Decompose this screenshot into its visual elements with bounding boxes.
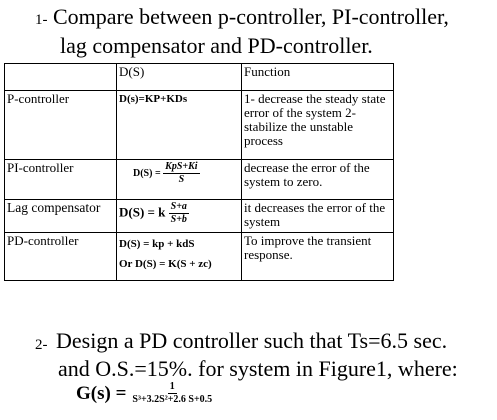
table-row [5, 200, 394, 233]
row-ds-formula [117, 160, 242, 200]
question-1-line-1: Compare between p-controller, PI-controller, [53, 4, 449, 29]
table-row [5, 233, 394, 281]
row-name: PD-controller [5, 233, 117, 281]
ds-line-1: D(S) = kp + kdS [119, 238, 195, 250]
row-ds: D(s)=KP+KDs [117, 91, 242, 160]
ds-denominator: S [178, 174, 185, 185]
table-header-ds: D(S) [117, 64, 242, 91]
row-name: Lag compensator [5, 200, 117, 233]
question-1-number: 1- [35, 12, 48, 28]
question-2-line-1: Design a PD controller such that Ts=6.5 sec. [56, 328, 448, 353]
ds-fraction [169, 201, 189, 226]
gs-label: G(s) = [76, 382, 127, 404]
gs-denominator: S³+3.2S²+2.6 S+0.5 [132, 394, 213, 405]
ds-prefix: D(S) = [133, 167, 161, 179]
ds-denominator: S+b [170, 214, 187, 225]
ds-fraction [163, 161, 199, 186]
table-row [5, 91, 394, 160]
row-ds-formula [117, 200, 242, 233]
table-header-function: Function [242, 64, 394, 91]
table-row [5, 160, 394, 200]
ds-numerator: S+a [170, 201, 187, 212]
comparison-table [4, 63, 394, 281]
transfer-function [76, 381, 214, 406]
ds-line-2: Or D(S) = K(S + zc) [119, 258, 212, 270]
question-2-line-2: and O.S.=15%. for system in Figure1, where: [58, 356, 458, 381]
ds-prefix: D(S) = k [119, 204, 166, 220]
row-name: P-controller [5, 91, 117, 160]
row-function: decrease the error of the system to zero. [242, 160, 394, 200]
table-header-row [5, 64, 394, 91]
row-function: To improve the transient response. [242, 233, 394, 281]
gs-numerator: 1 [169, 381, 175, 392]
row-function: it decreases the error of the system [242, 200, 394, 233]
row-function: 1- decrease the steady state error of the system 2-stabilize the unstable process [242, 91, 394, 160]
table-header-blank [5, 64, 117, 91]
ds-numerator: KpS+Ki [165, 161, 198, 172]
question-2-number: 2- [35, 337, 48, 353]
row-ds-formula [117, 233, 242, 281]
row-name: PI-controller [5, 160, 117, 200]
gs-fraction [130, 381, 214, 406]
question-1-line-2: lag compensator and PD-controller. [60, 33, 373, 58]
